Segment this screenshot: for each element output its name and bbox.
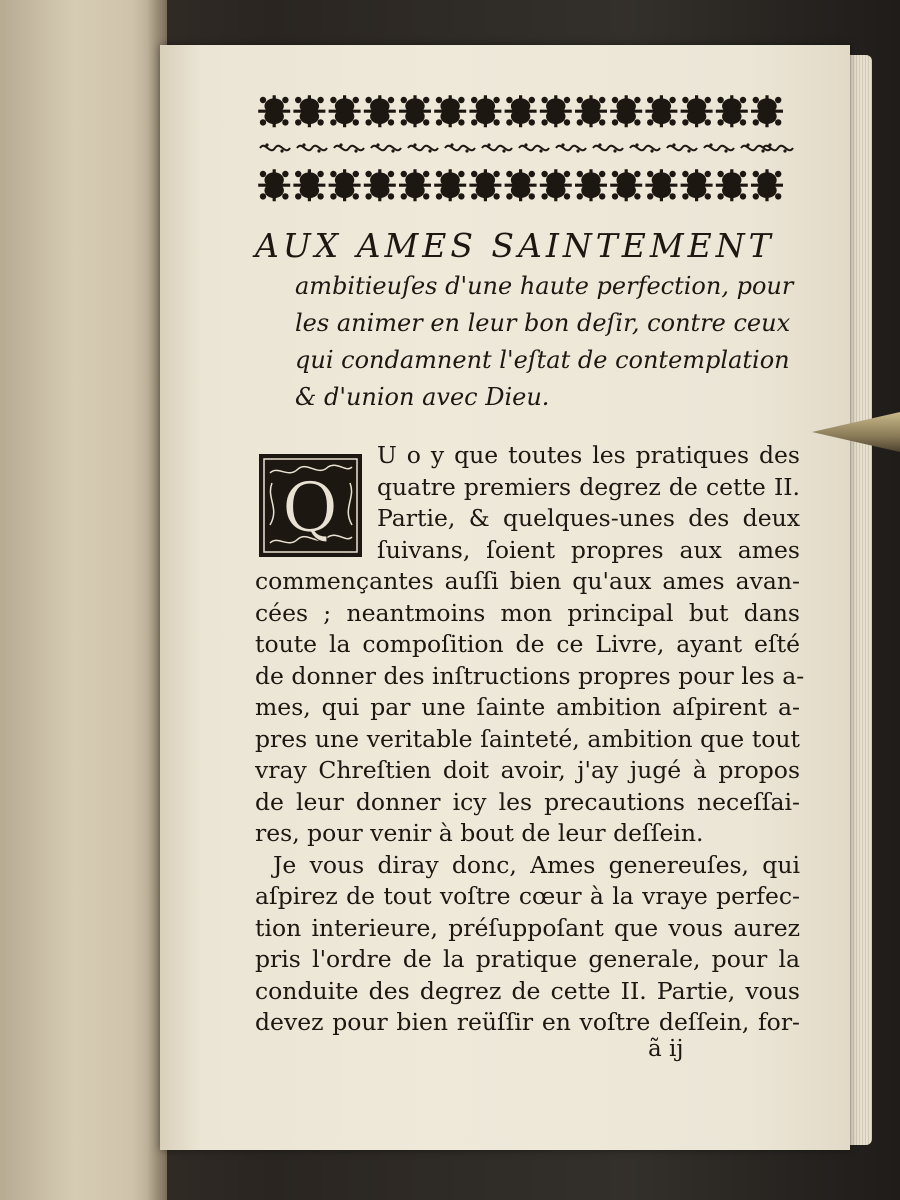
text-line: commençantes auſſi bien qu'aux ames avan- <box>255 567 800 595</box>
text-line: aſpirez de tout voſtre cœur à la vraye perfec- <box>255 882 800 910</box>
text-line: vray Chreſtien doit avoir, j'ay jugé à propos <box>255 756 800 784</box>
heading-line: les animer en leur bon deſir, contre ceux <box>295 309 791 337</box>
text-line: pris l'ordre de la pratique generale, pour la <box>255 945 800 973</box>
text-line: de donner des inſtructions propres pour les a- <box>255 661 805 690</box>
text-line: pres une veritable ſainteté, ambition que tout <box>255 724 800 753</box>
text-line: Je vous diray donc, Ames genereuſes, qui <box>273 850 800 879</box>
text-line: mes, qui par une ſainte ambition aſpirent a- <box>255 693 800 721</box>
text-line: tion interieure, préſuppoſant que vous aurez <box>255 913 800 942</box>
text-line: res, pour venir à bout de leur deſſein. <box>255 819 704 847</box>
dropcap-letter: Q <box>282 469 338 548</box>
text-line: quatre premiers degrez de cette II. <box>377 472 800 501</box>
heading-line: & d'union avec Dieu. <box>295 383 550 411</box>
heading-line: ambitieuſes d'une haute perfection, pour <box>295 272 794 300</box>
chapter-heading <box>255 224 800 416</box>
text-line: Partie, & quelques-unes des deux <box>377 504 800 532</box>
text-line: toute la compoſition de ce Livre, ayant eſté <box>255 630 800 658</box>
signature-mark: ã ij <box>648 1036 684 1062</box>
headpiece-ornament <box>255 92 800 204</box>
heading-title: AUX AMES SAINTEMENT <box>255 226 775 265</box>
body-text <box>255 440 805 1039</box>
text-line: devez pour bien reüſſir en voſtre deſſein, for- <box>255 1008 800 1036</box>
text-line: U o y que toutes les pratiques des <box>377 441 800 469</box>
text-line: cées ; neantmoins mon principal but dans <box>255 598 800 627</box>
text-line: ſuivans, ſoient propres aux ames <box>377 535 800 564</box>
left-page <box>0 0 167 1200</box>
text-line: de leur donner icy les precautions neceſſai- <box>255 787 800 816</box>
text-line: conduite des degrez de cette II. Partie, vous <box>255 976 800 1005</box>
heading-line: qui condamnent l'eſtat de contemplation <box>295 346 790 374</box>
